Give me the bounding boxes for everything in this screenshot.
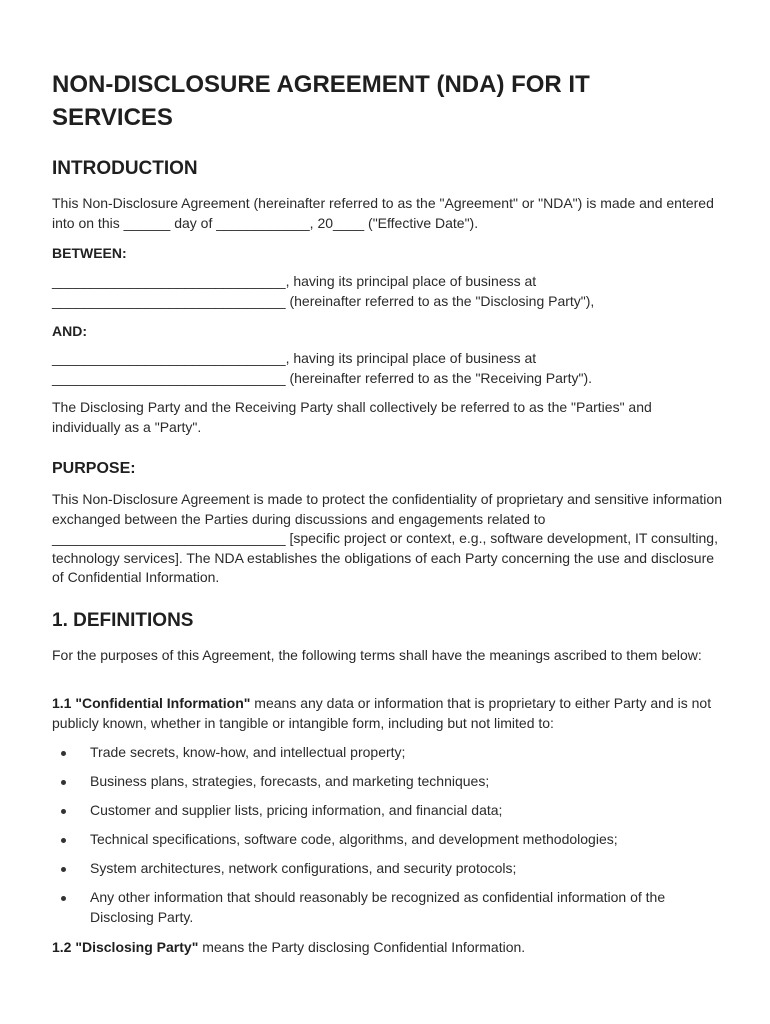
list-item xyxy=(52,888,722,927)
definition-term: 1.2 "Disclosing Party" xyxy=(52,939,199,955)
definition-text: means any data or information that is proprietary to either Party and is not publicly known, whether in tangible or intangible form, including but not limited to: xyxy=(52,695,712,731)
bullet-icon xyxy=(61,809,66,814)
disclosing-party-paragraph: ______________________________, having its principal place of business at ______________________________ (hereinafter referred to as the "Disclosing Party"), xyxy=(52,273,595,309)
purpose-heading: PURPOSE: xyxy=(52,460,136,477)
list-item-text: Any other information that should reasonably be recognized as confidential information of the Disclosing Party. xyxy=(90,889,666,925)
definitions-heading: 1. DEFINITIONS xyxy=(52,610,194,631)
document-title: NON-DISCLOSURE AGREEMENT (NDA) FOR IT SERVICES xyxy=(52,71,590,131)
list-item-text: Customer and supplier lists, pricing information, and financial data; xyxy=(90,802,503,818)
list-item xyxy=(52,830,722,850)
list-item xyxy=(52,772,722,792)
parties-note-paragraph: The Disclosing Party and the Receiving Party shall collectively be referred to as the "Parties" and individually as a "Party". xyxy=(52,399,652,435)
definition-disclosing-party xyxy=(52,938,722,958)
definition-term: 1.1 "Confidential Information" xyxy=(52,695,251,711)
bullet-icon xyxy=(61,780,66,785)
and-label: AND: xyxy=(52,323,87,339)
introduction-heading: INTRODUCTION xyxy=(52,158,198,179)
list-item xyxy=(52,801,722,821)
definition-text: means the Party disclosing Confidential Information. xyxy=(198,939,526,955)
bullet-icon xyxy=(61,896,66,901)
purpose-paragraph: This Non-Disclosure Agreement is made to protect the confidentiality of proprietary and sensitive information exchanged between the Parties during discussions and engagements related to ______________________________ [specific project or context, e.g., software development, IT consulting, technology services]. The NDA establishes the obligations of each Party concerning the use and disclosure of Confidential Information. xyxy=(52,491,722,585)
introduction-paragraph: This Non-Disclosure Agreement (hereinafter referred to as the "Agreement" or "NDA") is made and entered into on this ______ day of ____________, 20____ ("Effective Date"). xyxy=(52,195,714,231)
list-item-text: Technical specifications, software code, algorithms, and development methodologies; xyxy=(90,831,618,847)
bullet-icon xyxy=(61,838,66,843)
bullet-icon xyxy=(61,867,66,872)
list-item xyxy=(52,743,722,763)
list-item-text: System architectures, network configurations, and security protocols; xyxy=(90,860,517,876)
list-item-text: Trade secrets, know-how, and intellectual property; xyxy=(90,744,406,760)
bullet-icon xyxy=(61,751,66,756)
between-label: BETWEEN: xyxy=(52,245,127,261)
definition-confidential-information xyxy=(52,694,722,733)
list-item xyxy=(52,859,722,879)
list-item-text: Business plans, strategies, forecasts, and marketing techniques; xyxy=(90,773,490,789)
receiving-party-paragraph: ______________________________, having its principal place of business at ______________________________ (hereinafter referred to as the "Receiving Party"). xyxy=(52,350,592,386)
definitions-intro: For the purposes of this Agreement, the following terms shall have the meanings ascribed to them below: xyxy=(52,647,702,663)
